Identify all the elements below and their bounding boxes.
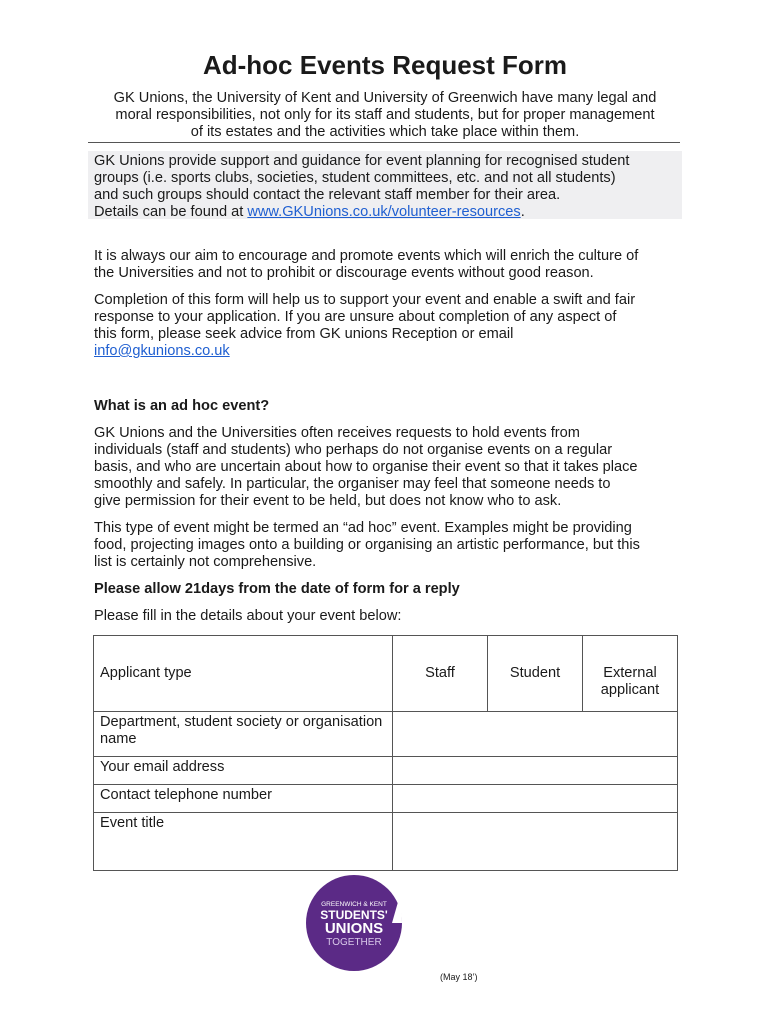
examples-paragraph [94,520,684,571]
what-line: individuals (staff and students) who perhaps do not organise events on a regular [94,442,613,458]
what-line: GK Unions and the Universities often receives requests to hold events from [94,425,580,441]
fill-in-instruction: Please fill in the details about your event below: [94,608,402,624]
what-line: smoothly and safely. In particular, the organiser may feel that someone needs to [94,476,611,492]
event-title-field[interactable] [393,813,678,871]
completion-line: response to your application. If you are unsure about completion of any aspect of [94,309,617,325]
support-line: GK Unions provide support and guidance for event planning for recognised student [94,153,630,169]
support-box [88,151,682,219]
intro-line: GK Unions, the University of Kent and University of Greenwich have many legal and [113,90,657,106]
details-prefix: Details can be found at [94,204,248,220]
examples-line: list is certainly not comprehensive. [94,554,317,570]
support-line: groups (i.e. sports clubs, societies, student committees, etc. and not all students) [94,170,616,186]
volunteer-resources-link[interactable]: www.GKUnions.co.uk/volunteer-resources [247,204,521,220]
what-heading: What is an ad hoc event? [94,398,270,414]
logo-line: TOGETHER [326,937,382,948]
intro-paragraph [88,90,682,141]
event-title-label: Event title [94,813,393,871]
table-row [94,712,678,757]
divider [88,142,680,143]
completion-line: this form, please seek advice from GK unions Reception or email [94,326,514,342]
completion-line: Completion of this form will help us to support your event and enable a swift and fair [94,292,636,308]
table-row [94,757,678,785]
support-line: and such groups should contact the relevant staff member for their area. [94,187,561,203]
examples-line: This type of event might be termed an “ad hoc” event. Examples might be providing [94,520,632,536]
intro-line: moral responsibilities, not only for its staff and students, but for proper management [115,107,655,123]
allow-notice: Please allow 21days from the date of form for a reply [94,581,460,597]
what-paragraph [94,425,684,510]
details-suffix: . [520,204,525,220]
students-unions-logo [302,872,418,974]
page-title: Ad-hoc Events Request Form [202,50,568,80]
footer-date: (May 18’) [440,972,478,982]
aim-line: It is always our aim to encourage and promote events which will enrich the culture of [94,248,639,264]
completion-paragraph [94,292,684,360]
logo-line: GREENWICH & KENT [321,901,387,908]
phone-field[interactable] [393,785,678,813]
email-label: Your email address [94,757,393,785]
email-link[interactable]: info@gkunions.co.uk [94,343,230,359]
aim-line: the Universities and not to prohibit or discourage events without good reason. [94,265,594,281]
table-row [94,813,678,871]
department-field[interactable] [393,712,678,757]
student-option[interactable]: Student [488,636,583,712]
examples-line: food, projecting images onto a building or organising an artistic performance, but this [94,537,640,553]
department-label: Department, student society or organisation name [94,712,393,757]
event-details-table [93,635,678,871]
phone-label: Contact telephone number [94,785,393,813]
staff-option[interactable]: Staff [393,636,488,712]
logo-line: STUDENTS' [320,908,388,922]
what-line: basis, and who are uncertain about how to organise their event so that it takes place [94,459,638,475]
logo-line: UNIONS [324,920,384,937]
table-row [94,785,678,813]
intro-line: of its estates and the activities which take place within them. [190,124,580,140]
what-line: give permission for their event to be held, but does not know who to ask. [94,493,562,509]
applicant-type-label: Applicant type [94,636,393,712]
external-applicant-option[interactable]: External applicant [583,636,678,712]
table-row [94,636,678,712]
email-field[interactable] [393,757,678,785]
aim-paragraph [94,248,684,282]
